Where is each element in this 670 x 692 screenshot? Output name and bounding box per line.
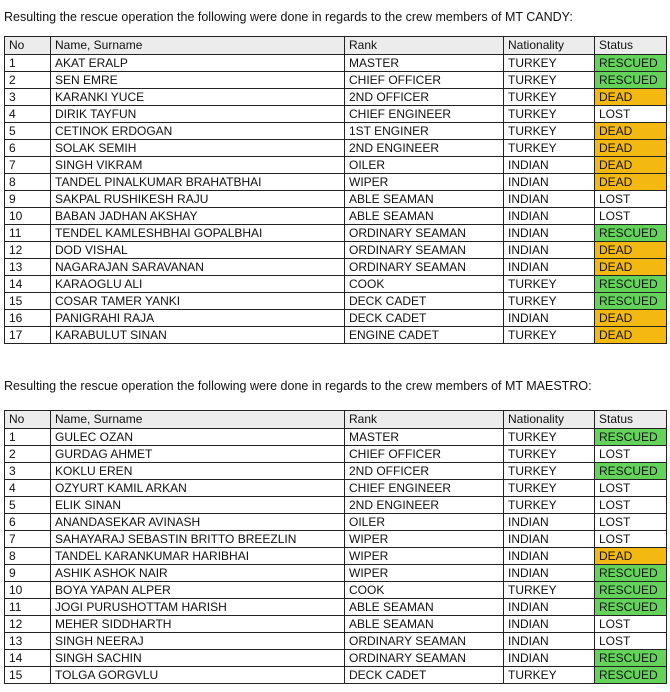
cell-nationality: TURKEY: [504, 140, 595, 157]
cell-name: DIRIK TAYFUN: [51, 106, 345, 123]
cell-no: 2: [5, 446, 51, 463]
status-badge: DEAD: [595, 157, 667, 174]
table-row: [5, 157, 667, 174]
cell-rank: COOK: [345, 582, 504, 599]
status-badge: DEAD: [595, 548, 667, 565]
column-header-no: No: [5, 37, 51, 55]
cell-name: KARANKI YUCE: [51, 89, 345, 106]
table-row: [5, 497, 667, 514]
cell-nationality: TURKEY: [504, 582, 595, 599]
cell-no: 8: [5, 548, 51, 565]
cell-nationality: TURKEY: [504, 327, 595, 344]
status-badge: DEAD: [595, 259, 667, 276]
cell-rank: OILER: [345, 514, 504, 531]
status-badge: LOST: [595, 514, 667, 531]
cell-nationality: TURKEY: [504, 293, 595, 310]
table-row: [5, 582, 667, 599]
cell-name: MEHER SIDDHARTH: [51, 616, 345, 633]
cell-nationality: TURKEY: [504, 446, 595, 463]
column-header-name: Name, Surname: [51, 411, 345, 429]
maestro-crew-table: [4, 410, 667, 684]
cell-rank: CHIEF ENGINEER: [345, 480, 504, 497]
table-row: [5, 259, 667, 276]
cell-nationality: TURKEY: [504, 463, 595, 480]
table-header-row: [5, 37, 667, 55]
cell-name: TOLGA GORGVLU: [51, 667, 345, 684]
cell-nationality: INDIAN: [504, 531, 595, 548]
cell-rank: ABLE SEAMAN: [345, 599, 504, 616]
column-header-nationality: Nationality: [504, 411, 595, 429]
cell-rank: ORDINARY SEAMAN: [345, 259, 504, 276]
cell-name: KARABULUT SINAN: [51, 327, 345, 344]
cell-rank: ORDINARY SEAMAN: [345, 242, 504, 259]
cell-name: SINGH SACHIN: [51, 650, 345, 667]
cell-no: 9: [5, 565, 51, 582]
cell-nationality: INDIAN: [504, 191, 595, 208]
cell-name: TANDEL KARANKUMAR HARIBHAI: [51, 548, 345, 565]
status-badge: LOST: [595, 208, 667, 225]
cell-name: BOYA YAPAN ALPER: [51, 582, 345, 599]
column-header-no: No: [5, 411, 51, 429]
cell-name: COSAR TAMER YANKI: [51, 293, 345, 310]
table-row: [5, 514, 667, 531]
cell-nationality: INDIAN: [504, 174, 595, 191]
cell-nationality: INDIAN: [504, 548, 595, 565]
cell-rank: WIPER: [345, 531, 504, 548]
status-badge: RESCUED: [595, 276, 667, 293]
cell-rank: DECK CADET: [345, 667, 504, 684]
cell-rank: 1ST ENGINER: [345, 123, 504, 140]
cell-nationality: TURKEY: [504, 276, 595, 293]
cell-no: 16: [5, 310, 51, 327]
table-row: [5, 548, 667, 565]
cell-nationality: INDIAN: [504, 208, 595, 225]
table-row: [5, 599, 667, 616]
table-row: [5, 174, 667, 191]
table-row: [5, 72, 667, 89]
cell-nationality: INDIAN: [504, 259, 595, 276]
status-badge: RESCUED: [595, 599, 667, 616]
cell-rank: MASTER: [345, 55, 504, 72]
cell-rank: 2ND ENGINEER: [345, 140, 504, 157]
cell-no: 3: [5, 89, 51, 106]
status-badge: RESCUED: [595, 650, 667, 667]
cell-no: 14: [5, 276, 51, 293]
cell-no: 8: [5, 174, 51, 191]
cell-name: ELIK SINAN: [51, 497, 345, 514]
cell-rank: 2ND ENGINEER: [345, 497, 504, 514]
cell-no: 7: [5, 157, 51, 174]
status-badge: RESCUED: [595, 463, 667, 480]
table-row: [5, 242, 667, 259]
status-badge: DEAD: [595, 89, 667, 106]
cell-rank: CHIEF ENGINEER: [345, 106, 504, 123]
table-row: [5, 310, 667, 327]
status-badge: LOST: [595, 531, 667, 548]
table-row: [5, 55, 667, 72]
cell-rank: COOK: [345, 276, 504, 293]
cell-no: 1: [5, 429, 51, 446]
status-badge: LOST: [595, 497, 667, 514]
cell-rank: DECK CADET: [345, 310, 504, 327]
cell-nationality: INDIAN: [504, 650, 595, 667]
cell-name: OZYURT KAMIL ARKAN: [51, 480, 345, 497]
cell-name: DOD VISHAL: [51, 242, 345, 259]
table-row: [5, 106, 667, 123]
status-badge: LOST: [595, 616, 667, 633]
cell-nationality: TURKEY: [504, 123, 595, 140]
table-row: [5, 633, 667, 650]
column-header-status: Status: [595, 411, 667, 429]
cell-nationality: TURKEY: [504, 480, 595, 497]
table-row: [5, 531, 667, 548]
table-row: [5, 191, 667, 208]
status-badge: RESCUED: [595, 565, 667, 582]
cell-nationality: TURKEY: [504, 106, 595, 123]
status-badge: LOST: [595, 446, 667, 463]
table-row: [5, 446, 667, 463]
cell-no: 7: [5, 531, 51, 548]
cell-name: ANANDASEKAR AVINASH: [51, 514, 345, 531]
table-row: [5, 123, 667, 140]
cell-nationality: TURKEY: [504, 497, 595, 514]
table-row: [5, 225, 667, 242]
cell-name: SAKPAL RUSHIKESH RAJU: [51, 191, 345, 208]
table-row: [5, 208, 667, 225]
status-badge: LOST: [595, 191, 667, 208]
table-row: [5, 276, 667, 293]
cell-nationality: INDIAN: [504, 633, 595, 650]
cell-nationality: INDIAN: [504, 242, 595, 259]
cell-rank: OILER: [345, 157, 504, 174]
cell-no: 3: [5, 463, 51, 480]
status-badge: RESCUED: [595, 429, 667, 446]
cell-name: SEN EMRE: [51, 72, 345, 89]
table-row: [5, 667, 667, 684]
status-badge: DEAD: [595, 174, 667, 191]
cell-no: 11: [5, 225, 51, 242]
table-row: [5, 650, 667, 667]
cell-name: ASHIK ASHOK NAIR: [51, 565, 345, 582]
cell-name: SINGH VIKRAM: [51, 157, 345, 174]
cell-name: NAGARAJAN SARAVANAN: [51, 259, 345, 276]
cell-rank: ENGINE CADET: [345, 327, 504, 344]
column-header-rank: Rank: [345, 37, 504, 55]
cell-rank: WIPER: [345, 174, 504, 191]
cell-no: 12: [5, 242, 51, 259]
table-row: [5, 327, 667, 344]
cell-rank: ORDINARY SEAMAN: [345, 633, 504, 650]
status-badge: LOST: [595, 106, 667, 123]
table-row: [5, 616, 667, 633]
cell-nationality: TURKEY: [504, 667, 595, 684]
cell-name: SAHAYARAJ SEBASTIN BRITTO BREEZLIN: [51, 531, 345, 548]
cell-nationality: INDIAN: [504, 599, 595, 616]
cell-no: 15: [5, 667, 51, 684]
cell-no: 13: [5, 633, 51, 650]
cell-rank: ABLE SEAMAN: [345, 191, 504, 208]
cell-nationality: TURKEY: [504, 89, 595, 106]
cell-name: BABAN JADHAN AKSHAY: [51, 208, 345, 225]
cell-no: 9: [5, 191, 51, 208]
cell-rank: MASTER: [345, 429, 504, 446]
table-row: [5, 565, 667, 582]
cell-nationality: INDIAN: [504, 157, 595, 174]
cell-nationality: INDIAN: [504, 565, 595, 582]
status-badge: DEAD: [595, 327, 667, 344]
table-row: [5, 480, 667, 497]
status-badge: DEAD: [595, 140, 667, 157]
cell-no: 6: [5, 140, 51, 157]
cell-name: KARAOGLU ALI: [51, 276, 345, 293]
status-badge: RESCUED: [595, 55, 667, 72]
cell-no: 2: [5, 72, 51, 89]
table-row: [5, 140, 667, 157]
cell-name: GULEC OZAN: [51, 429, 345, 446]
cell-nationality: INDIAN: [504, 310, 595, 327]
column-header-nationality: Nationality: [504, 37, 595, 55]
cell-no: 1: [5, 55, 51, 72]
cell-nationality: INDIAN: [504, 514, 595, 531]
cell-name: KOKLU EREN: [51, 463, 345, 480]
table-header-row: [5, 411, 667, 429]
cell-no: 13: [5, 259, 51, 276]
cell-no: 10: [5, 582, 51, 599]
table-row: [5, 429, 667, 446]
candy-crew-table: [4, 36, 667, 344]
cell-rank: WIPER: [345, 565, 504, 582]
cell-no: 11: [5, 599, 51, 616]
cell-no: 5: [5, 123, 51, 140]
status-badge: RESCUED: [595, 293, 667, 310]
cell-name: SINGH NEERAJ: [51, 633, 345, 650]
cell-no: 12: [5, 616, 51, 633]
status-badge: RESCUED: [595, 72, 667, 89]
candy-heading: Resulting the rescue operation the following were done in regards to the crew members of MT CANDY:: [4, 10, 573, 24]
cell-nationality: INDIAN: [504, 225, 595, 242]
cell-no: 4: [5, 480, 51, 497]
cell-rank: ORDINARY SEAMAN: [345, 225, 504, 242]
cell-name: GURDAG AHMET: [51, 446, 345, 463]
status-badge: RESCUED: [595, 582, 667, 599]
status-badge: RESCUED: [595, 667, 667, 684]
status-badge: RESCUED: [595, 225, 667, 242]
cell-name: JOGI PURUSHOTTAM HARISH: [51, 599, 345, 616]
cell-nationality: INDIAN: [504, 616, 595, 633]
status-badge: DEAD: [595, 242, 667, 259]
status-badge: DEAD: [595, 310, 667, 327]
cell-rank: ABLE SEAMAN: [345, 616, 504, 633]
cell-rank: ORDINARY SEAMAN: [345, 650, 504, 667]
maestro-heading: Resulting the rescue operation the following were done in regards to the crew members of MT MAESTRO:: [4, 379, 592, 393]
cell-no: 15: [5, 293, 51, 310]
cell-nationality: TURKEY: [504, 429, 595, 446]
cell-no: 6: [5, 514, 51, 531]
cell-rank: 2ND OFFICER: [345, 463, 504, 480]
status-badge: LOST: [595, 633, 667, 650]
cell-no: 17: [5, 327, 51, 344]
cell-rank: DECK CADET: [345, 293, 504, 310]
cell-rank: CHIEF OFFICER: [345, 446, 504, 463]
table-row: [5, 463, 667, 480]
cell-rank: 2ND OFFICER: [345, 89, 504, 106]
status-badge: LOST: [595, 480, 667, 497]
cell-nationality: TURKEY: [504, 72, 595, 89]
cell-name: AKAT ERALP: [51, 55, 345, 72]
cell-no: 10: [5, 208, 51, 225]
cell-no: 14: [5, 650, 51, 667]
cell-name: CETINOK ERDOGAN: [51, 123, 345, 140]
table-row: [5, 293, 667, 310]
column-header-name: Name, Surname: [51, 37, 345, 55]
cell-nationality: TURKEY: [504, 55, 595, 72]
column-header-rank: Rank: [345, 411, 504, 429]
column-header-status: Status: [595, 37, 667, 55]
cell-no: 4: [5, 106, 51, 123]
cell-no: 5: [5, 497, 51, 514]
cell-rank: ABLE SEAMAN: [345, 208, 504, 225]
status-badge: DEAD: [595, 123, 667, 140]
cell-name: TENDEL KAMLESHBHAI GOPALBHAI: [51, 225, 345, 242]
cell-rank: CHIEF OFFICER: [345, 72, 504, 89]
cell-rank: WIPER: [345, 548, 504, 565]
cell-name: SOLAK SEMIH: [51, 140, 345, 157]
table-row: [5, 89, 667, 106]
cell-name: TANDEL PINALKUMAR BRAHATBHAI: [51, 174, 345, 191]
cell-name: PANIGRAHI RAJA: [51, 310, 345, 327]
